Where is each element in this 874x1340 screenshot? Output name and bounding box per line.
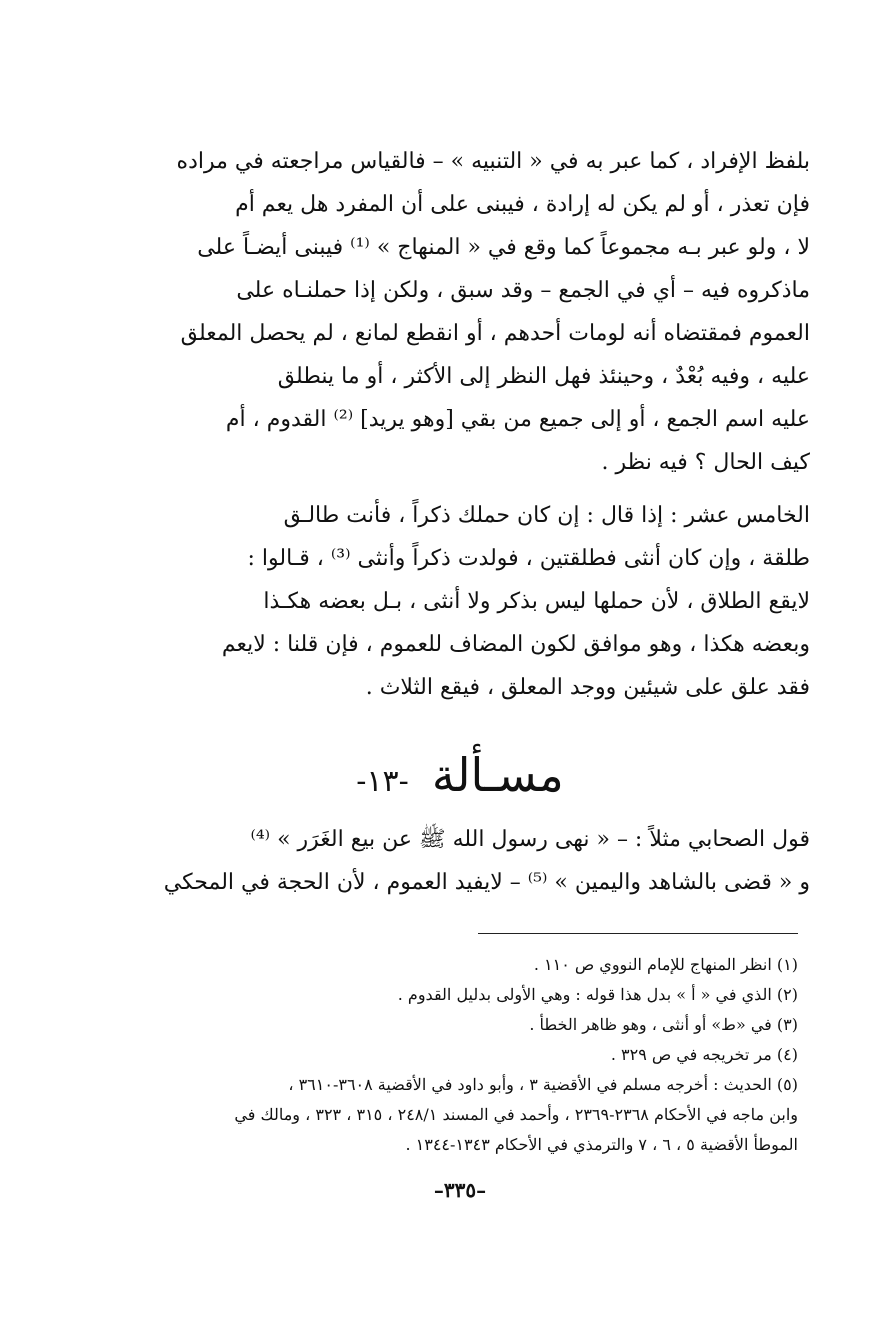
paragraph-2: [130, 494, 810, 709]
footnote-4: (٤) مر تخريجه في ص ٣٢٩ .: [610, 1045, 798, 1064]
section-heading: [300, 748, 620, 818]
section-heading-number: -١٣-: [356, 764, 409, 799]
text-line: ماذكروه فيه – أي في الجمع – وقد سبق ، ولكن إذا حملنـاه على: [236, 278, 810, 303]
footnotes: [118, 950, 798, 1160]
page-number: –٣٣٥–: [433, 1178, 487, 1202]
main-text: [130, 140, 810, 709]
text-line: العموم فمقتضاه أنه لومات أحدهم ، أو انقطع لمانع ، لم يحصل المعلق: [180, 321, 810, 346]
text-line: قول الصحابي مثلاً : – « نهى رسول الله ﷺ عن بيع الغَرَر » ⁽⁴⁾: [250, 827, 810, 852]
text-line: عليه اسم الجمع ، أو إلى جميع من بقي [وهو يريد] ⁽²⁾ القدوم ، أم: [225, 407, 810, 432]
section-text: [130, 818, 810, 904]
text-line: وبعضه هكذا ، وهو موافق لكون المضاف للعموم ، فإن قلنا : لايعم: [221, 632, 810, 657]
footnote-3: (٣) في «ط» أو أنثى ، وهو ظاهر الخطأ .: [529, 1015, 798, 1034]
paragraph-1: [130, 140, 810, 484]
text-line: و « قضى بالشاهد واليمين » ⁽⁵⁾ – لايفيد العموم ، لأن الحجة في المحكي: [163, 870, 810, 895]
footnote-5-continued: الموطأ الأقضية ٥ ، ٦ ، ٧ والترمذي في الأحكام ١٣٤٣-١٣٤٤ .: [405, 1135, 798, 1154]
footnote-1: (١) انظر المنهاج للإمام النووي ص ١١٠ .: [533, 955, 798, 974]
text-line: عليه ، وفيه بُعْدٌ ، وحينئذ فهل النظر إلى الأكثر ، أو ما ينطلق: [277, 364, 810, 389]
text-line: الخامس عشر : إذا قال : إن كان حملك ذكراً ، فأنت طالـق: [283, 503, 810, 528]
section-heading-word: مسـألة: [431, 748, 564, 802]
text-line: طلقة ، وإن كان أنثى فطلقتين ، فولدت ذكراً وأنثى ⁽³⁾ ، قـالوا :: [247, 546, 810, 571]
text-line: بلفظ الإفراد ، كما عبر به في « التنبيه » – فالقياس مراجعته في مراده: [176, 149, 810, 174]
footnote-5-continued: وابن ماجه في الأحكام ٢٣٦٨-٢٣٦٩ ، وأحمد في المسند ٢٤٨/١ ، ٣١٥ ، ٣٢٣ ، ومالك في: [234, 1105, 798, 1124]
text-line: فإن تعذر ، أو لم يكن له إرادة ، فيبنى على أن المفرد هل يعم أم: [235, 192, 810, 217]
text-line: كيف الحال ؟ فيه نظر .: [601, 450, 810, 475]
footnote-5: (٥) الحديث : أخرجه مسلم في الأقضية ٣ ، وأبو داود في الأقضية ٣٦٠٨-٣٦١٠ ،: [288, 1075, 798, 1094]
text-line: لا ، ولو عبر بـه مجموعاً كما وقع في « المنهاج » ⁽¹⁾ فيبنى أيضـاً على: [197, 235, 810, 260]
text-line: فقد علق على شيئين ووجد المعلق ، فيقع الثلاث .: [365, 675, 810, 700]
text-line: لايقع الطلاق ، لأن حملها ليس بذكر ولا أنثى ، بـل بعضه هكـذا: [263, 589, 810, 614]
footnote-2: (٢) الذي في « أ » بدل هذا قوله : وهي الأولى بدليل القدوم .: [397, 985, 798, 1004]
footnote-separator: [478, 933, 798, 934]
